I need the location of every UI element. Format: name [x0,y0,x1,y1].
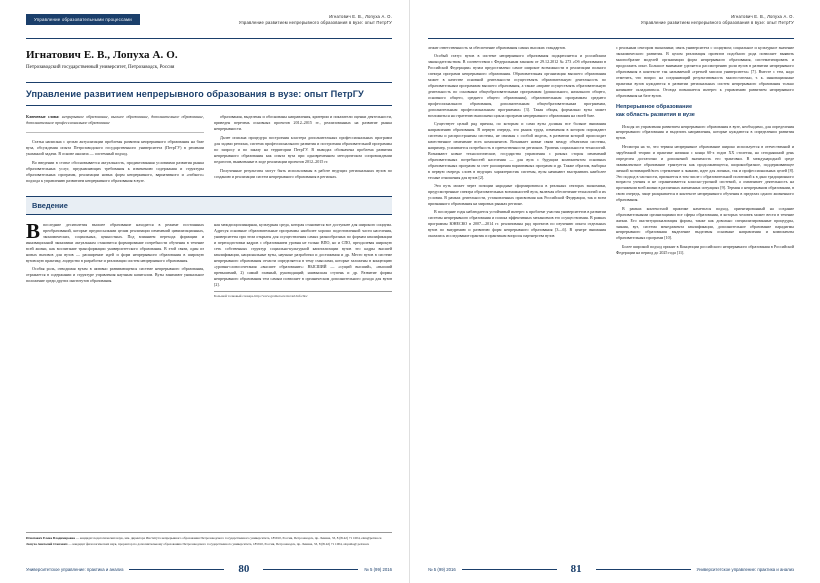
running-article-title: Управление развитием непрерывного образования в вузе: опыт ПетрГУ [238,19,392,25]
footer-rule [596,568,691,570]
abstract-para: Во введении в статье обосновывается актуальность, продиктованная условиями развития рынка образовательных услуг, предъявляющих требования к изменению содержания и структуры образовательных программ, реализации новых форм непрерывного, вариативного и «гибкого» подхода к управлению развитием непрерывного образования в вузе. [26,159,204,184]
page-footer-right [410,563,820,575]
abstract-divider [26,132,204,133]
bio-text: — кандидат филологических наук, проректор по дополнительному образованию Петрозаводского государственного университета, 185910, Россия, Петрозаводск, пр. Ленина, 33, 8 (8142) 71 1004, alopuha@ petrsu.ru [67,542,370,547]
body-columns-right [428,45,794,258]
intro-para [26,219,204,264]
footer-rule [263,568,358,570]
article-affiliation: Петрозаводский государственный университет, Петрозаводск, Россия [26,65,175,70]
right-col1-text [428,45,606,239]
body-para: Исходя из управления развитием непрерывного образования в вузе, необходимо, для определения непрерывного образования и выделить направления, которые нуждаются в определении развития вузов. [616,123,794,141]
footer-rule [129,568,224,570]
keywords-label: Ключевые слова: [26,114,60,119]
running-authors: Игнатович Е. В., Лопуха А. О. [329,14,392,19]
body-column-2 [616,45,794,258]
bio-item [26,542,392,547]
right-col2-text-cont [616,124,794,256]
dropcap: В [26,219,41,244]
running-authors: Игнатович Е. В., Лопуха А. О. [731,14,794,19]
abstract-text-left [26,139,204,184]
header-rule [428,38,794,39]
running-title-right [641,14,794,25]
section-heading-band [26,196,392,215]
running-article-title: Управление развитием непрерывного образования в вузе: опыт ПетрГУ [640,19,794,25]
abstract-para: Далее описана процедура построения кластера дополнительных профессиональных программ для задачи региона, система профессионального развития и построения образовательной программы по запросу и по заказу на территории ПетрГУ. В выводах обозначена проблема развития непрерывного образования как опыта вуза при одновременном методическом сопровождении педагогов, выявленные в ходе реализации проектов 2012–2015 гг. [214,135,392,165]
footer-issue-right: № 5 (99) 2016 [428,566,456,572]
body-para: В последние годы наблюдается устойчивый интерес к проблеме участия университетов в развитии системы непрерывного образования и поиска эффективных механизмов его осуществления. В рамках программы ЮНЕСКО в 2007—2014 гг. реализованы ряд проектов по изучению опыта отдельных вузов по внедрению и развитию форм непрерывного образования [3—6]. В центре внимания оказались исследование практик и практикам вопросы партнерства вузов [428,209,606,239]
intro-para: ная междисциплинарная, культурная среда, которая становится все доступнее для широкого социума. Адресуя основные образовательные программы наиболее хорошо подготовленной части населения, университеты при этом открыты для осуществления самых разнообразных по формам квалификации и переподготовки кадров с образованием уровня не только ВПО, но и СПО, преодолевая широкую сеть собственных структур социально-культурной капитализации вузов это кадры высшей квалификации, национальные вузы, научные разработки и достижения и др. Место вузов в системе непрерывного образования отчасти определяется в тему смыслами, которые заложены в концепцию «уровня-словосочетания «высшее образование»: ВЫСШИЙ — «сущий высший», «высший превышений, 2) самый главный, руководящий; наивысшая ступень и др. Развитие формы непрерывного образования тем самым позволяет в органическом дополнительного дохода для вузов [2]. [214,222,392,287]
body-para: Существует целый ряд причин, по которым и сами вузы должны все больше внимания направлению образования. В первую очередь, это рынок труда, изменения в котором порождают системы и распространены системы, не связаны с особой модель, в развитии которой происходит качественное изменение всех компонентов. Возникает новые связи между объектами системы, например, усиливается потребность в преемственности регионов. Уровень социальности технологий. Возникают новые технологические, государства управления с разных сторон изменений образовательных потребностей населения — для вуза с будущим контингентом основных образовательных программ за счет расширения вариативных программ и др. Также образом, выборка в первую очередь слоев в ведущих характеристик системы, вузы начинают выстраивать наиболее тесные отношения для вузов [2]. [428,121,606,180]
author-bios [26,532,392,549]
footer-journal-name: Университетское управление: практика и анализ [26,566,124,572]
abstract-block [26,114,392,187]
intro-text-right [214,222,392,287]
bio-name: Игнатович Елена Владимировна [26,535,76,540]
running-title-left [239,14,392,25]
section-heading-intro: Введение [32,201,68,211]
footnote: Большой толковый словарь http://www.gramota.ru/slovari/info/bts/ [214,291,392,299]
abstract-para: Статья написана с целью актуализации проблемы развития непрерывного образования на базе вуза, обсуждения опыта Петрозаводского государственного университета (ПетрГУ) в решении указанной задачи. В основе анализа — системный подход. [26,138,204,156]
running-head-left [26,14,392,36]
running-head-right [428,14,794,36]
abstract-col-left [26,114,204,187]
footer-rule [462,568,557,570]
intro-para-text: последние десятилетия высшее образование находится в режиме постоянных преобразований, которые предпосылками целям реализации изменений цивилизационных, экономических, социальных, ценностных. Под влиянием перехода формации и инновационной экономики актуальным становится формирование потребности обучения в течение всей жизни, как воспитание трансформации университетского образования. В этой связи, один из новых вызовов для вузов — расширение идей и форм непрерывного образования в широкую вузовскую практику, лидерство в разработке и реализации систем непрерывного образования. [26,222,204,263]
page-number-right: 81 [570,563,582,575]
body-para: Особый статус вузов в системе непрерывного образования подкрепляется и российским законодательством. В соответствии с Федеральным законом от 29.12.2012 № 273 «Об образовании в Российской Федерации» вузам предоставлено самое широкое возможности в реализации полного спектра программ непрерывного образования. Образовательная организация высшего образования может в качестве основной деятельности осуществлять образовательную деятельность по образовательным программам высшего образования, а также «вправе осуществлять образовательную деятельность по основным общеобразовательным программам (дошкольного, начального общего, основного общего, среднего общего образования), образовательным программам среднего профессионального образования, дополнительным общеобразовательным программам, дополнительным профессиональным программам» [3]. Такая общая, формально вузы может возложиться на стратегию выполнено цикла программ непрерывного образования на своей базе. [428,53,606,118]
bio-item [26,536,392,541]
keywords [26,114,204,126]
footer-journal-name-right: Университетское управление: практика и анализ [696,566,795,572]
body-para: Эти путь может через позиции народные сформироваться в реальных секторах экономики, предусмотренные спектра образовательных возможностей вуза, включая обеспечение технологий и их условия. В рамках деятельности, установленных присвоения как Российской Федерации, так и всем признанного образования на мировых рынках регионе. [428,183,606,206]
body-columns-left [26,219,392,299]
abstract-para: Полученные результаты могут быть использованы в работе ведущих региональных вузов по созданию и реализации систем непрерывного образования в регионах. [214,168,392,180]
page-title: Управление развитием непрерывного образования в вузе: опыт ПетрГУ [26,89,364,99]
body-column-1 [428,45,606,258]
header-rule [26,38,392,39]
body-para: Несмотря на то, что термин непрерывное образование широко используется в отечественной и зарубежной теории и практике начиная с конца 60-х годов XX столетия, на сегодняшний день определен достаточно и дополнений значимость его трактовки. В международной среде эквивалентное образование трактуется как продолжающееся, широкообразное, поддерживающее личной мотивацией/всех стремление к знанию, идее для личных, так и профессиональных целей [8]. Это подход в частности, признается в том числе с образовательной политикой к в дано традиционного возраста учения и не ограничивается классно-урочной системой, а охватывает деятельность на протяжении всей жизни в различных жизненных ситуациях [9]. Термин о непрерывном образовании, в свою очередь, чаще раскрывается в контексте непрерывного обучения в пределах одного жизненного образования. [616,143,794,203]
body-column-2 [214,222,392,299]
page-right [410,0,820,583]
abstract-col-right [214,114,392,187]
abstract-para: образования, выделены и обоснованы направления, критерии и показатели оценки деятельности, приведен перечень основных проектов 2012–2015 гг., реализованных на развитие рынка непрерывности. [214,114,392,132]
abstract-text-right [214,114,392,180]
body-para: лежит ответственность за обеспечение образования самых высоких стандартов. [428,45,566,50]
subhead-line-2: как область развития в вузе [616,111,695,118]
section-heading-continuing-education [616,104,794,119]
keywords-value: непрерывное образование, высшее образование, дополнительное образование, дополнительное профессиональное образование [26,114,204,125]
intro-text [26,219,204,284]
page-number-left: 80 [238,563,250,575]
intro-para: Особая роль, отводимая вузам в активно развивающемся системе непрерывного образования, отражается в содержании и структуре управления научным капиталом. Вузы занимают уникальное положение среди других институтов образования. [26,266,204,284]
subhead-line-1: Непрерывное образование [616,104,693,111]
body-para: Более широкий подход принят в Концепции российского непрерывного образования в Российской Федерации на период до 2025 года [11]. [616,243,794,255]
section-badge: Управление образовательными процессами [26,14,140,25]
body-para: с реальным сектором экономики; связь университета с социумом; социальное и культурное значение экономического развития. В целом реализация проектов подобного рода позволяет выявить многообразие моделей организации форм непрерывного образования, систематизировать и продолжить опыт. Большое внимание уделяется рассмотрению роли вузов в развитии непрерывного образования в контексте так называемой «третьей миссии университета» [7]. Вместе с тем, надо отметить, что вопрос на соединяющий результативность многостаточно, т. к. инновационные практики вузов нуждаются в развитии региональных систем непрерывного образования только начинают складываться. Отсюда повышается интерес к управлению развитием непрерывного образования на базе вузов. [616,45,794,98]
footer-issue-left: № 5 (99) 2016 [364,566,393,572]
body-column-1 [26,219,204,299]
body-para: В рамках контекстной практике наметился подход, ориентированный на создание образовательными организациями все сферы образования, в которых человек может вести в течение жизни. Его институционализация формы, также как довольно специализированные процедуры, знания, вуз, система менеджмента квалификации, дополнительное образование парадигмы непрерывного образования выделение выделены основные направления и компоненты образовательных программ [10]. [616,205,794,241]
page-footer-left [0,563,410,575]
article-authors: Игнатович Е. В., Лопуха А. О. [26,49,178,61]
right-col2-text [616,45,794,98]
article-title-band [26,82,392,106]
bio-name: Лопуха Анатолий Олегович [26,542,68,547]
bio-text: — кандидат педагогических наук, зам. директора Института непрерывного образования Петрозаводского государственного университета, 185910, Россия, Петрозаводск, пр. Ленина, 33, 8 (8142) 71 1004, elen@petrsu.ru [75,535,382,540]
